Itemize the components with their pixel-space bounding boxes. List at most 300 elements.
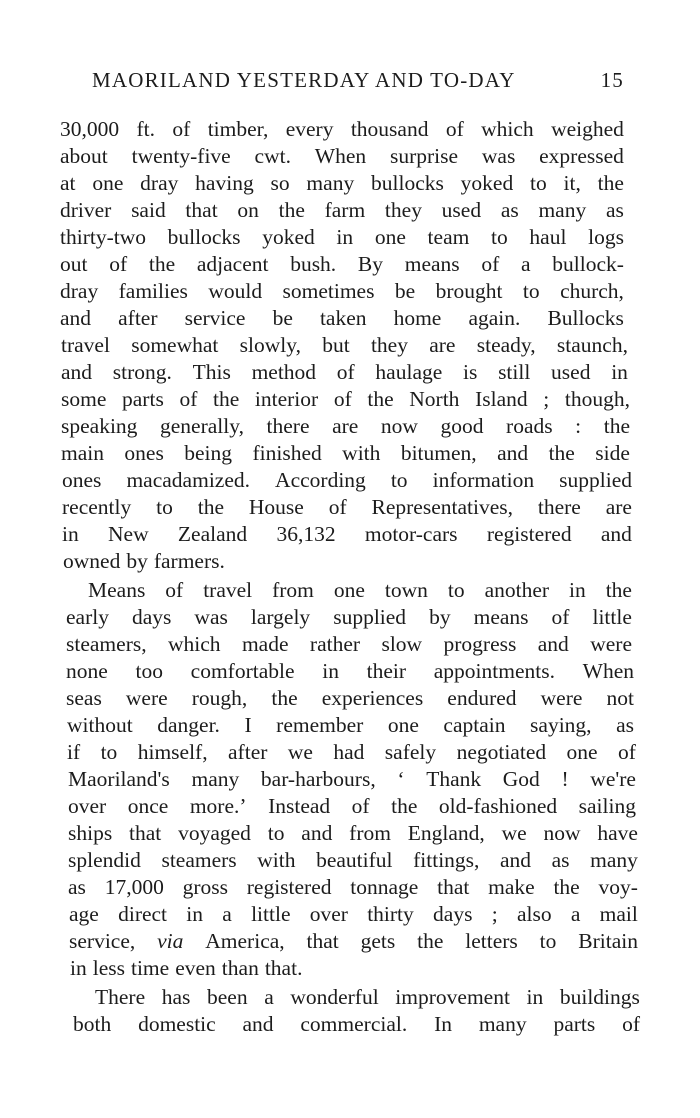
word: 30,000 [60,117,120,141]
word: days [433,902,473,926]
word: Bullocks [547,306,624,330]
word: little [251,902,291,926]
word: by [126,549,148,573]
word: out [60,252,88,276]
word: are [429,333,456,357]
word: and [500,848,532,872]
word: church, [560,279,624,303]
word: was [481,144,516,168]
word: from [272,578,314,602]
word: more.’ [189,794,247,818]
word: Representatives, [371,495,513,519]
word: and [537,632,569,656]
word: comfortable [190,659,295,683]
word: Instead [268,794,331,818]
word: many [590,848,638,872]
text-line [61,413,630,439]
text-line [62,494,632,520]
word: also [516,902,552,926]
word: timber, [207,117,269,141]
text-line [61,386,630,412]
word: was [194,605,228,629]
word: of [336,360,355,384]
word: that [129,821,162,845]
word: means [473,605,529,629]
word: after [118,306,158,330]
word: now [380,414,418,438]
word: voyaged [178,821,251,845]
word: the [367,387,394,411]
word: the [212,387,240,411]
word: still [498,360,531,384]
word: brought [435,279,503,303]
word: New [108,522,149,546]
word: steamers [161,848,237,872]
word: in [526,985,544,1009]
word: without [67,713,133,737]
word: are [332,414,359,438]
word: having [195,171,254,195]
word: on [237,198,259,222]
page-number: 15 [600,68,624,92]
text-line [68,793,636,819]
word: travel [203,578,253,602]
word: about [60,144,108,168]
word: early [66,605,109,629]
word: commercial. [300,1012,408,1036]
word: ft. [136,117,156,141]
word: of [481,252,500,276]
word: a [264,985,274,1009]
word: of [165,578,184,602]
word: fittings, [413,848,480,872]
word: Thank [426,767,482,791]
text-line [95,984,640,1010]
word: taken [319,306,367,330]
word: Britain [578,929,638,953]
word: negotiated [456,740,547,764]
word: captain [443,713,506,737]
word: side [595,441,630,465]
word: as [500,198,519,222]
word: of [179,387,198,411]
word: over [68,794,107,818]
word: surprise [389,144,459,168]
word: to [491,225,508,249]
word: some [61,387,107,411]
word: they [384,198,422,222]
word: parts [553,1012,596,1036]
word: rather [309,632,361,656]
word: registered [486,522,572,546]
word: and [242,1012,274,1036]
word: again. [468,306,521,330]
word: owned [63,549,121,573]
word: wonderful [290,985,379,1009]
word: means [404,252,460,276]
word: bush. [290,252,337,276]
word: service [184,306,246,330]
word: that. [264,956,303,980]
word: team [427,225,470,249]
word: This [192,360,231,384]
word: logs [588,225,624,249]
word: days [131,605,172,629]
word: as [616,713,634,737]
text-line [60,197,624,223]
word: is [463,360,478,384]
word: America, [205,929,285,953]
word: mail [599,902,638,926]
word: farm [324,198,366,222]
word: the [278,198,305,222]
text-line [60,251,624,277]
text-line [68,820,638,846]
word: are [605,495,632,519]
text-line [61,440,630,466]
word: of [172,117,191,141]
word: there [266,414,310,438]
word: home [393,306,442,330]
word: be [394,279,416,303]
word: even [175,956,216,980]
word: I [244,713,252,737]
word: used [551,360,591,384]
word: many [478,1012,527,1036]
word: there [537,495,581,519]
text-line [73,1011,640,1037]
word: in [186,902,204,926]
word: of [328,495,347,519]
word: that [437,875,470,899]
word: thirty-two [60,225,146,249]
word: travel [61,333,110,357]
word: the [548,441,575,465]
word: service, [69,929,136,953]
word: yoked [460,171,514,195]
word: that [306,929,339,953]
word: interior [254,387,319,411]
text-line [62,467,632,493]
word: as [605,198,624,222]
word: one [92,171,124,195]
word: safely [384,740,437,764]
word: of [445,117,464,141]
word: Means [88,578,146,602]
running-title: MAORILAND YESTERDAY AND TO-DAY [92,68,516,92]
word: experiences [321,686,424,710]
word: that [185,198,218,222]
word: thirty [367,902,414,926]
word: by [429,605,451,629]
word: were [590,632,632,656]
word: beautiful [316,848,393,872]
word: tonnage [350,875,419,899]
word: slow [381,632,423,656]
word: splendid [68,848,141,872]
word: been [207,985,248,1009]
word: There [95,985,146,1009]
word: adjacent [196,252,269,276]
word: in [611,360,628,384]
word: and [497,441,529,465]
word: and [600,522,632,546]
word: method [251,360,317,384]
word: we [287,740,313,764]
word: bitumen, [400,441,477,465]
word: farmers. [153,549,225,573]
word: himself, [137,740,208,764]
word: haul [529,225,567,249]
word: we're [590,767,636,791]
word: finished [252,441,322,465]
word: God [502,767,540,791]
word: used [441,198,482,222]
word: the [417,929,444,953]
word: as [551,848,570,872]
text-line [62,521,632,547]
word: ! [561,767,569,791]
word: we [501,821,527,845]
text-line [67,712,634,738]
word: slowly, [239,333,301,357]
word: many [538,198,587,222]
text-line [88,577,632,603]
word: Maoriland's [68,767,170,791]
word: information [432,468,535,492]
word: driver [60,198,112,222]
word: had [333,740,365,764]
word: their [366,659,407,683]
word: of [109,252,128,276]
word: to [522,279,540,303]
word: another [484,578,550,602]
word: letters [465,929,518,953]
word: progress [443,632,517,656]
word: steamers, [66,632,147,656]
word: macadamized. [126,468,251,492]
word: weighed [551,117,624,141]
text-line [60,116,624,142]
word: : [575,414,582,438]
word: appointments. [433,659,555,683]
word: to [447,578,465,602]
word: to [156,495,173,519]
word: with [342,441,381,465]
word: haulage [375,360,443,384]
word: supplied [333,605,407,629]
text-line [66,604,632,630]
word: main [61,441,104,465]
word: though, [564,387,630,411]
word: bar-harbours, [260,767,376,791]
word: good [440,414,484,438]
word: of [333,387,352,411]
word: the [197,495,225,519]
word: speaking [61,414,138,438]
word: one [387,713,419,737]
text-line [68,874,638,900]
word: made [241,632,289,656]
word: North [409,387,460,411]
word: which [481,117,534,141]
word: of [618,740,636,764]
word: via [157,929,184,953]
word: By [357,252,383,276]
word: the [597,171,624,195]
word: but [322,333,350,357]
word: saying, [530,713,592,737]
text-line [68,766,636,792]
word: sailing [578,794,636,818]
text-line [66,631,632,657]
word: to [530,171,547,195]
word: age [69,902,99,926]
word: England, [407,821,485,845]
word: ‘ [397,767,405,791]
word: rough, [191,686,248,710]
word: one [374,225,406,249]
word: registered [246,875,332,899]
word: bullocks [167,225,241,249]
word: voy- [598,875,638,899]
word: in [62,522,79,546]
text-line [69,928,638,954]
word: many [191,767,240,791]
word: less [92,956,125,980]
word: Zealand [177,522,248,546]
word: House [248,495,304,519]
word: roads [506,414,553,438]
word: be [272,306,293,330]
word: would [208,279,263,303]
word: once [127,794,169,818]
text-line [63,548,632,574]
word: generally, [160,414,244,438]
word: at [60,171,76,195]
word: supplied [559,468,632,492]
word: bullock- [552,252,624,276]
word: families [118,279,188,303]
word: to [390,468,408,492]
word: little [592,605,632,629]
word: were [125,686,168,710]
word: steady, [476,333,536,357]
word: ones [62,468,102,492]
word: danger. [157,713,220,737]
word: dray [60,279,99,303]
text-line [60,278,624,304]
word: as [68,875,86,899]
word: improvement [395,985,510,1009]
text-line [70,955,638,981]
word: ones [124,441,164,465]
word: thousand [350,117,429,141]
word: they [370,333,408,357]
word: now [543,821,581,845]
word: over [309,902,348,926]
word: cwt. [254,144,291,168]
word: somewhat [131,333,219,357]
text-line [66,685,634,711]
word: town [384,578,428,602]
word: buildings [559,985,640,1009]
word: ; [543,387,550,411]
word: gross [182,875,228,899]
word: endured [447,686,517,710]
word: in [70,956,87,980]
word: strong. [112,360,172,384]
word: the [553,875,580,899]
word: staunch, [556,333,628,357]
word: sometimes [282,279,375,303]
word: so [270,171,290,195]
word: In [434,1012,452,1036]
word: to [267,821,285,845]
word: a [222,902,232,926]
text-line [60,143,624,169]
word: 17,000 [104,875,164,899]
word: a [570,902,581,926]
word: which [168,632,221,656]
text-line [67,739,636,765]
text-line [61,359,628,385]
word: make [488,875,535,899]
word: 36,132 [276,522,336,546]
word: According [275,468,366,492]
word: domestic [138,1012,216,1036]
text-line [66,658,634,684]
word: of [551,605,570,629]
word: have [597,821,638,845]
word: from [349,821,391,845]
word: When [314,144,367,168]
word: in [569,578,586,602]
word: direct [118,902,168,926]
running-header [92,68,624,98]
word: time [130,956,170,980]
word: in [336,225,354,249]
word: not [606,686,634,710]
word: has [161,985,191,1009]
word: the [391,794,418,818]
text-line [61,332,628,358]
word: many [306,171,355,195]
word: dray [140,171,179,195]
word: to [100,740,118,764]
word: and [61,360,93,384]
word: motor-cars [364,522,458,546]
word: in [322,659,339,683]
word: it, [563,171,581,195]
word: ; [491,902,498,926]
word: the [603,414,630,438]
word: and [60,306,92,330]
word: the [605,578,632,602]
word: after [228,740,268,764]
word: of [622,1012,640,1036]
word: bullocks [371,171,444,195]
word: if [67,740,81,764]
word: the [271,686,298,710]
word: twenty-five [131,144,231,168]
word: a [521,252,531,276]
text-line [68,847,638,873]
word: gets [360,929,396,953]
word: remember [276,713,364,737]
word: every [285,117,334,141]
word: were [540,686,583,710]
